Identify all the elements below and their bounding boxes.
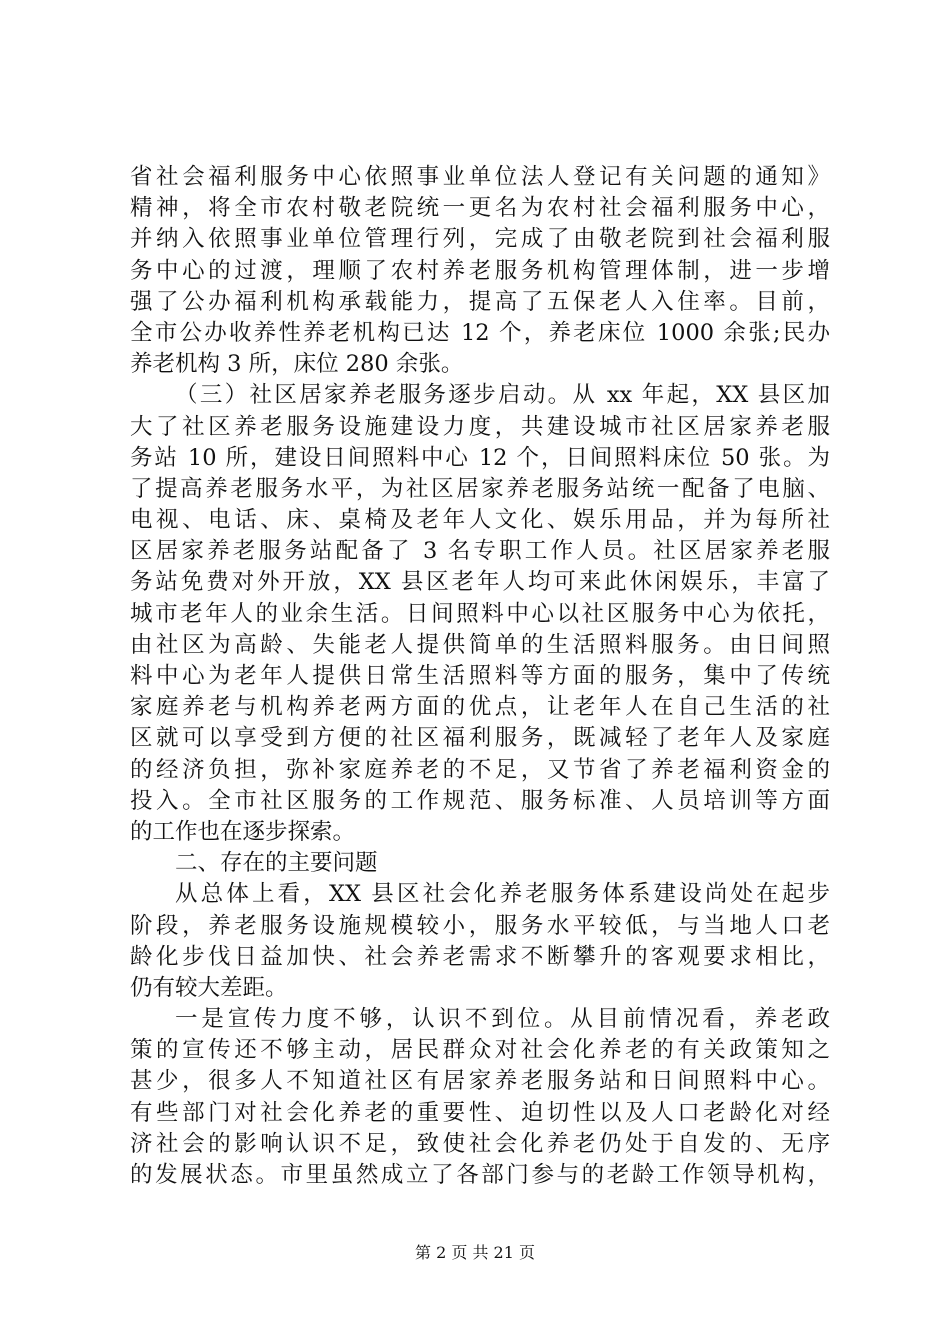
page-footer: 第 2 页 共 21 页 <box>415 1243 535 1262</box>
text-line: 从总体上看，XX 县区社会化养老服务体系建设尚处在起步 <box>175 881 830 908</box>
text-line: 大了社区养老服务设施建设力度，共建设城市社区居家养老服 <box>130 413 830 440</box>
paragraph <box>130 879 830 1004</box>
text-line: 甚少，很多人不知道社区有居家养老服务站和日间照料中心。 <box>130 1068 830 1095</box>
text-line: 策的宣传还不够主动，居民群众对社会化养老的有关政策知之 <box>130 1037 830 1064</box>
text-line: 全市公办收养性养老机构已达 12 个，养老床位 1000 余张;民办 <box>130 319 830 346</box>
text-line: 的发展状态。市里虽然成立了各部门参与的老龄工作领导机构， <box>130 1162 830 1188</box>
text-line: 并纳入依照事业单位管理行列，完成了由敬老院到社会福利服 <box>130 226 830 253</box>
text-line: 有些部门对社会化养老的重要性、迫切性以及人口老龄化对经 <box>130 1099 830 1126</box>
paragraph <box>130 1004 830 1191</box>
text-line: 电视、电话、床、桌椅及老年人文化、娱乐用品，并为每所社 <box>130 507 830 534</box>
text-line: （三）社区居家养老服务逐步启动。从 xx 年起，XX 县区加 <box>175 382 830 409</box>
text-line: 一是宣传力度不够，认识不到位。从目前情况看，养老政 <box>175 1006 830 1033</box>
text-line: 了提高养老服务水平，为社区居家养老服务站统一配备了电脑、 <box>130 475 830 502</box>
text-line: 城市老年人的业余生活。日间照料中心以社区服务中心为依托， <box>130 600 830 627</box>
text-line: 区居家养老服务站配备了 3 名专职工作人员。社区居家养老服 <box>130 538 830 565</box>
text-line: 务站 10 所，建设日间照料中心 12 个，日间照料床位 50 张。为 <box>130 444 830 471</box>
text-line: 务中心的过渡，理顺了农村养老服务机构管理体制，进一步增 <box>130 257 830 284</box>
text-line: 省社会福利服务中心依照事业单位法人登记有关问题的通知》 <box>130 164 830 190</box>
text-line: 阶段，养老服务设施规模较小，服务水平较低，与当地人口老 <box>130 912 830 939</box>
text-line: 区就可以享受到方便的社区福利服务，既减轻了老年人及家庭 <box>130 725 830 752</box>
paragraph <box>130 162 830 380</box>
document-body <box>130 162 830 1191</box>
paragraph <box>130 380 830 848</box>
text-line: 投入。全市社区服务的工作规范、服务标准、人员培训等方面 <box>130 787 830 814</box>
section-heading: 二、存在的主要问题 <box>175 850 378 877</box>
text-line: 料中心为老年人提供日常生活照料等方面的服务，集中了传统 <box>130 663 830 689</box>
text-line: 龄化步伐日益加快、社会养老需求不断攀升的客观要求相比， <box>130 943 830 970</box>
text-line: 精神，将全市农村敬老院统一更名为农村社会福利服务中心， <box>130 195 830 222</box>
text-line: 强了公办福利机构承载能力，提高了五保老人入住率。目前， <box>130 288 830 315</box>
text-line: 的经济负担，弥补家庭养老的不足，又节省了养老福利资金的 <box>130 756 830 783</box>
text-line: 济社会的影响认识不足，致使社会化养老仍处于自发的、无序 <box>130 1130 830 1157</box>
text-line: 仍有较大差距。 <box>130 974 288 1001</box>
text-line: 家庭养老与机构养老两方面的优点，让老年人在自己生活的社 <box>130 694 830 721</box>
text-line: 由社区为高龄、失能老人提供简单的生活照料服务。由日间照 <box>130 631 830 658</box>
text-line: 养老机构 3 所，床位 280 余张。 <box>130 351 464 378</box>
text-line: 务站免费对外开放，XX 县区老年人均可来此休闲娱乐，丰富了 <box>130 569 830 596</box>
text-line: 的工作也在逐步探索。 <box>130 818 356 845</box>
